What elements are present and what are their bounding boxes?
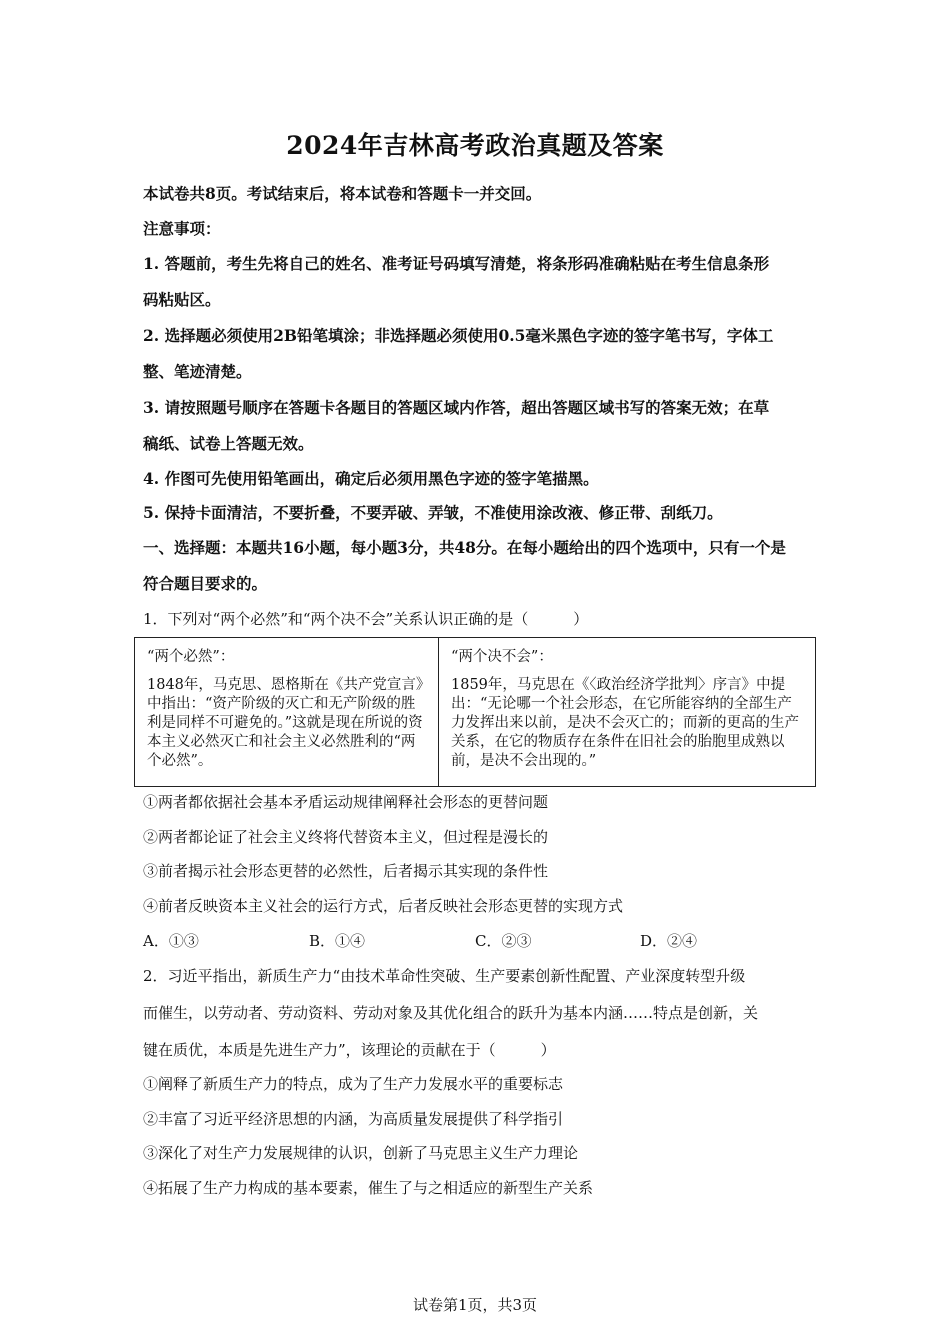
question-1-statement-3: ③前者揭示社会形态更替的必然性，后者揭示其实现的条件性: [143, 862, 549, 880]
notice-item-2: 2. 选择题必须使用2B铅笔填涂；非选择题必须使用0.5毫米黑色字迹的签字笔书写，字体工: [143, 326, 774, 345]
quote-heading: “两个必然”：: [147, 649, 235, 665]
page-title: 2024年吉林高考政治真题及答案: [286, 131, 664, 160]
section-heading: 一、选择题：本题共16小题，每小题3分，共48分。在每小题给出的四个选项中，只有一个是: [143, 538, 786, 557]
notice-item-3: 3. 请按照题号顺序在答题卡各题目的答题区域内作答，超出答题区域书写的答案无效；在草: [143, 398, 770, 417]
question-2-statement-2: ②丰富了习近平经济思想的内涵，为高质量发展提供了科学指引: [143, 1110, 564, 1128]
question-1-stem: 1．下列对“两个必然”和“两个决不会”关系认识正确的是（ ）: [143, 610, 589, 628]
section-heading-cont: 符合题目要求的。: [143, 574, 268, 593]
quote-cell-two-nevers: [439, 638, 815, 786]
notice-item-3-cont: 稿纸、试卷上答题无效。: [143, 434, 314, 453]
question-2-statement-1: ①阐释了新质生产力的特点，成为了生产力发展水平的重要标志: [143, 1075, 564, 1093]
quote-body: 1848年，马克思、恩格斯在《共产党宣言》中指出：“资产阶级的灭亡和无产阶级的胜利是同样不可避免的。”这就是现在所说的资本主义必然灭亡和社会主义必然胜利的“两个必然”。: [147, 677, 424, 769]
notice-item-1: 1. 答题前，考生先将自己的姓名、准考证号码填写清楚，将条形码准确粘贴在考生信息条形: [143, 254, 770, 273]
question-1-options: [143, 930, 823, 950]
question-1-statement-4: ④前者反映资本主义社会的运行方式，后者反映社会形态更替的实现方式: [143, 897, 624, 915]
notice-item-4: 4. 作图可先使用铅笔画出，确定后必须用黑色字迹的签字笔描黑。: [143, 469, 599, 488]
question-2-statement-3: ③深化了对生产力发展规律的认识，创新了马克思主义生产力理论: [143, 1144, 579, 1162]
quote-table: [134, 637, 816, 787]
question-1-statement-2: ②两者都论证了社会主义终将代替资本主义，但过程是漫长的: [143, 828, 549, 846]
quote-body: 1859年，马克思在《〈政治经济学批判〉序言》中提出：“无论哪一个社会形态，在它所能容纳的全部生产力发挥出来以前，是决不会灭亡的；而新的更高的生产关系，在它的物质存在条件在旧社会的胎胞里成熟以前，是决不会出现的。”: [451, 677, 799, 769]
notice-title: 注意事项：: [143, 219, 221, 238]
quote-cell-two-inevitabilities: [135, 638, 439, 786]
notice-item-1-cont: 码粘贴区。: [143, 290, 221, 309]
option-d: D．②④: [640, 932, 698, 950]
option-b: B．①④: [309, 932, 366, 950]
page-footer: 试卷第1页，共3页: [412, 1296, 538, 1314]
option-a: A．①③: [143, 932, 199, 950]
intro-text: 本试卷共8页。考试结束后，将本试卷和答题卡一并交回。: [143, 184, 542, 203]
question-2-stem-cont: 而催生，以劳动者、劳动资料、劳动对象及其优化组合的跃升为基本内涵……特点是创新，关: [143, 1004, 759, 1022]
option-c: C．②③: [475, 932, 532, 950]
question-2-stem: 2．习近平指出，新质生产力“由技术革命性突破、生产要素创新性配置、产业深度转型升级: [143, 967, 746, 985]
question-2-stem-cont: 键在质优，本质是先进生产力”，该理论的贡献在于（ ）: [143, 1041, 556, 1059]
quote-heading: “两个决不会”：: [451, 649, 553, 665]
notice-item-5: 5. 保持卡面清洁，不要折叠，不要弄破、弄皱，不准使用涂改液、修正带、刮纸刀。: [143, 503, 723, 522]
question-1-statement-1: ①两者都依据社会基本矛盾运动规律阐释社会形态的更替问题: [143, 793, 549, 811]
question-2-statement-4: ④拓展了生产力构成的基本要素，催生了与之相适应的新型生产关系: [143, 1179, 594, 1197]
notice-item-2-cont: 整、笔迹清楚。: [143, 362, 252, 381]
